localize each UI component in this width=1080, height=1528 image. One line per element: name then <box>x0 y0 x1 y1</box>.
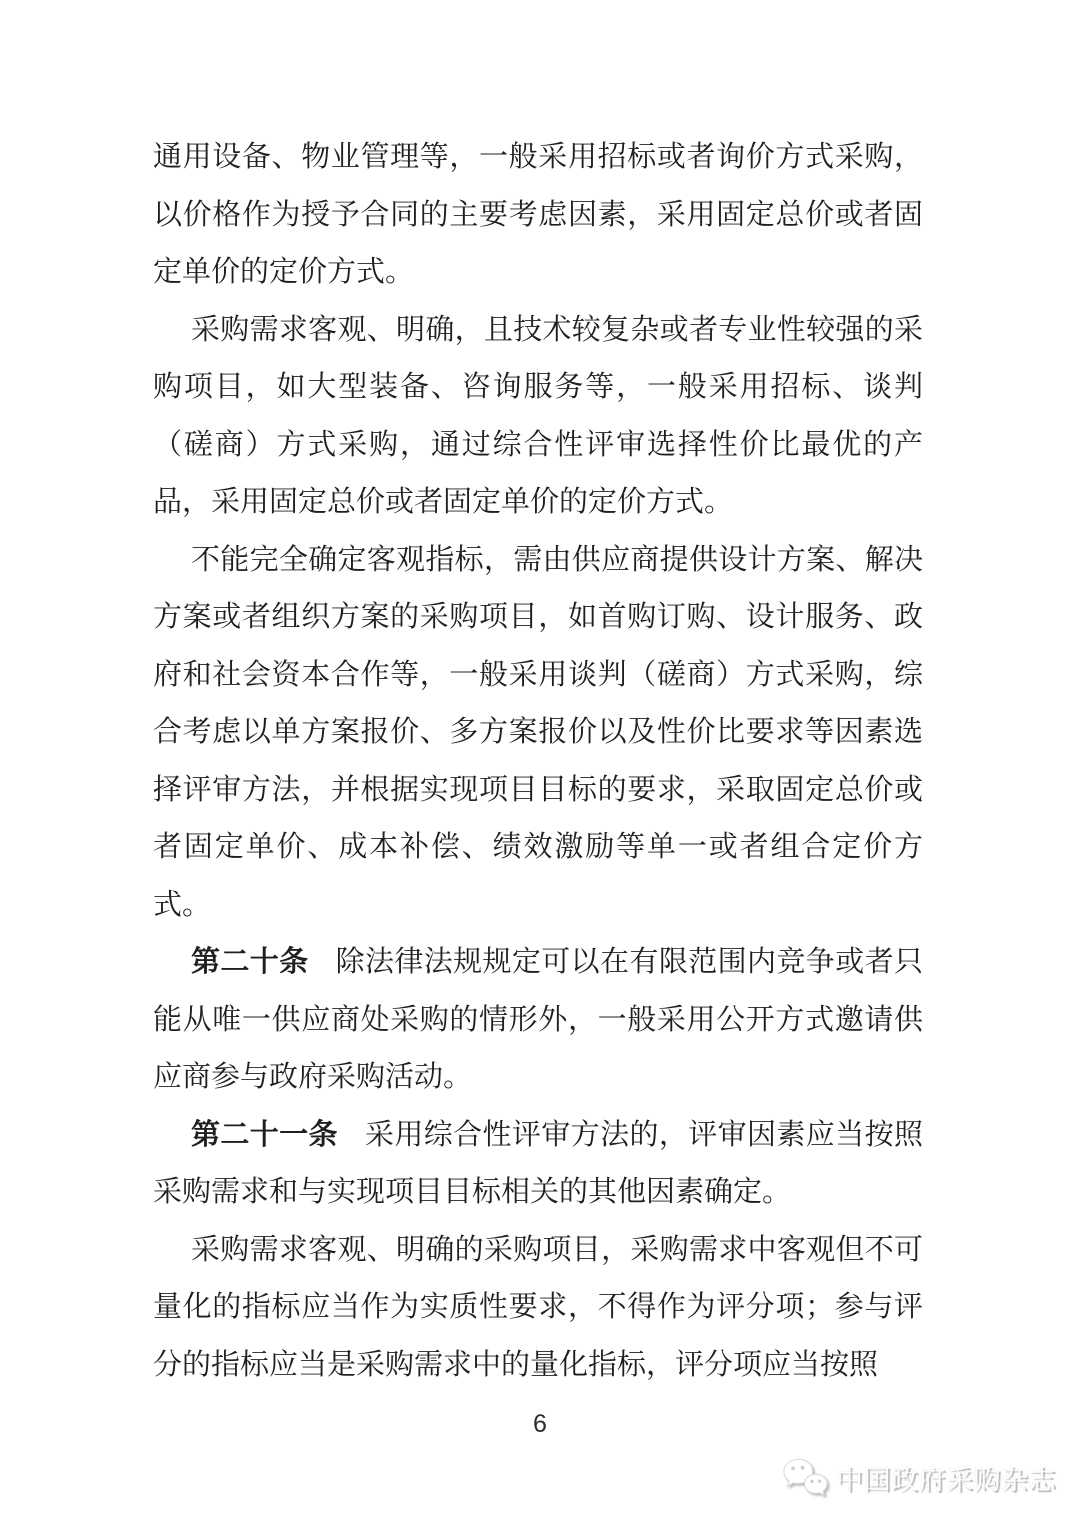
body-paragraph <box>153 302 923 532</box>
watermark-label: 中国政府采购杂志 <box>836 1464 1056 1495</box>
article-20-number: 第二十条 <box>191 946 309 978</box>
watermark-china-government-procurement-magazine <box>782 1454 1056 1500</box>
paragraph-text: 采用综合性评审方法的，评审因素应当按照采购需求和与实现项目目标相关的其他因素确定。 <box>153 1118 923 1208</box>
paragraph-text: 采购需求客观、明确，且技术较复杂或者专业性较强的采购项目，如大型装备、咨询服务等，一般采用招标、谈判（磋商）方式采购，通过综合性评审选择性价比最优的产品，采用固定总价或者固定单价的定价方式。 <box>153 313 923 518</box>
body-paragraph-article-21 <box>153 1107 923 1222</box>
body-paragraph-article-20 <box>153 934 923 1107</box>
paragraph-text: 不能完全确定客观指标，需由供应商提供设计方案、解决方案或者组织方案的采购项目，如首购订购、设计服务、政府和社会资本合作等，一般采用谈判（磋商）方式采购，综合考虑以单方案报价、多方案报价以及性价比要求等因素选择评审方法，并根据实现项目目标的要求，采取固定总价或者固定单价、成本补偿、绩效激励等单一或者组合定价方式。 <box>153 543 923 921</box>
wechat-icon <box>782 1457 828 1498</box>
body-paragraph <box>153 129 923 302</box>
document-body-text <box>153 129 923 1394</box>
page-number: 6 <box>533 1410 547 1438</box>
paragraph-text: 除法律法规规定可以在有限范围内竞争或者只能从唯一供应商处采购的情形外，一般采用公开方式邀请供应商参与政府采购活动。 <box>153 946 923 1093</box>
paragraph-text: 采购需求客观、明确的采购项目，采购需求中客观但不可量化的指标应当作为实质性要求，不得作为评分项；参与评分的指标应当是采购需求中的量化指标，评分项应当按照 <box>153 1233 923 1381</box>
paragraph-text: 通用设备、物业管理等，一般采用招标或者询价方式采购，以价格作为授予合同的主要考虑因素，采用固定总价或者固定单价的定价方式。 <box>153 141 923 288</box>
body-paragraph <box>153 532 923 935</box>
body-paragraph <box>153 1222 923 1395</box>
article-21-number: 第二十一条 <box>191 1118 338 1151</box>
